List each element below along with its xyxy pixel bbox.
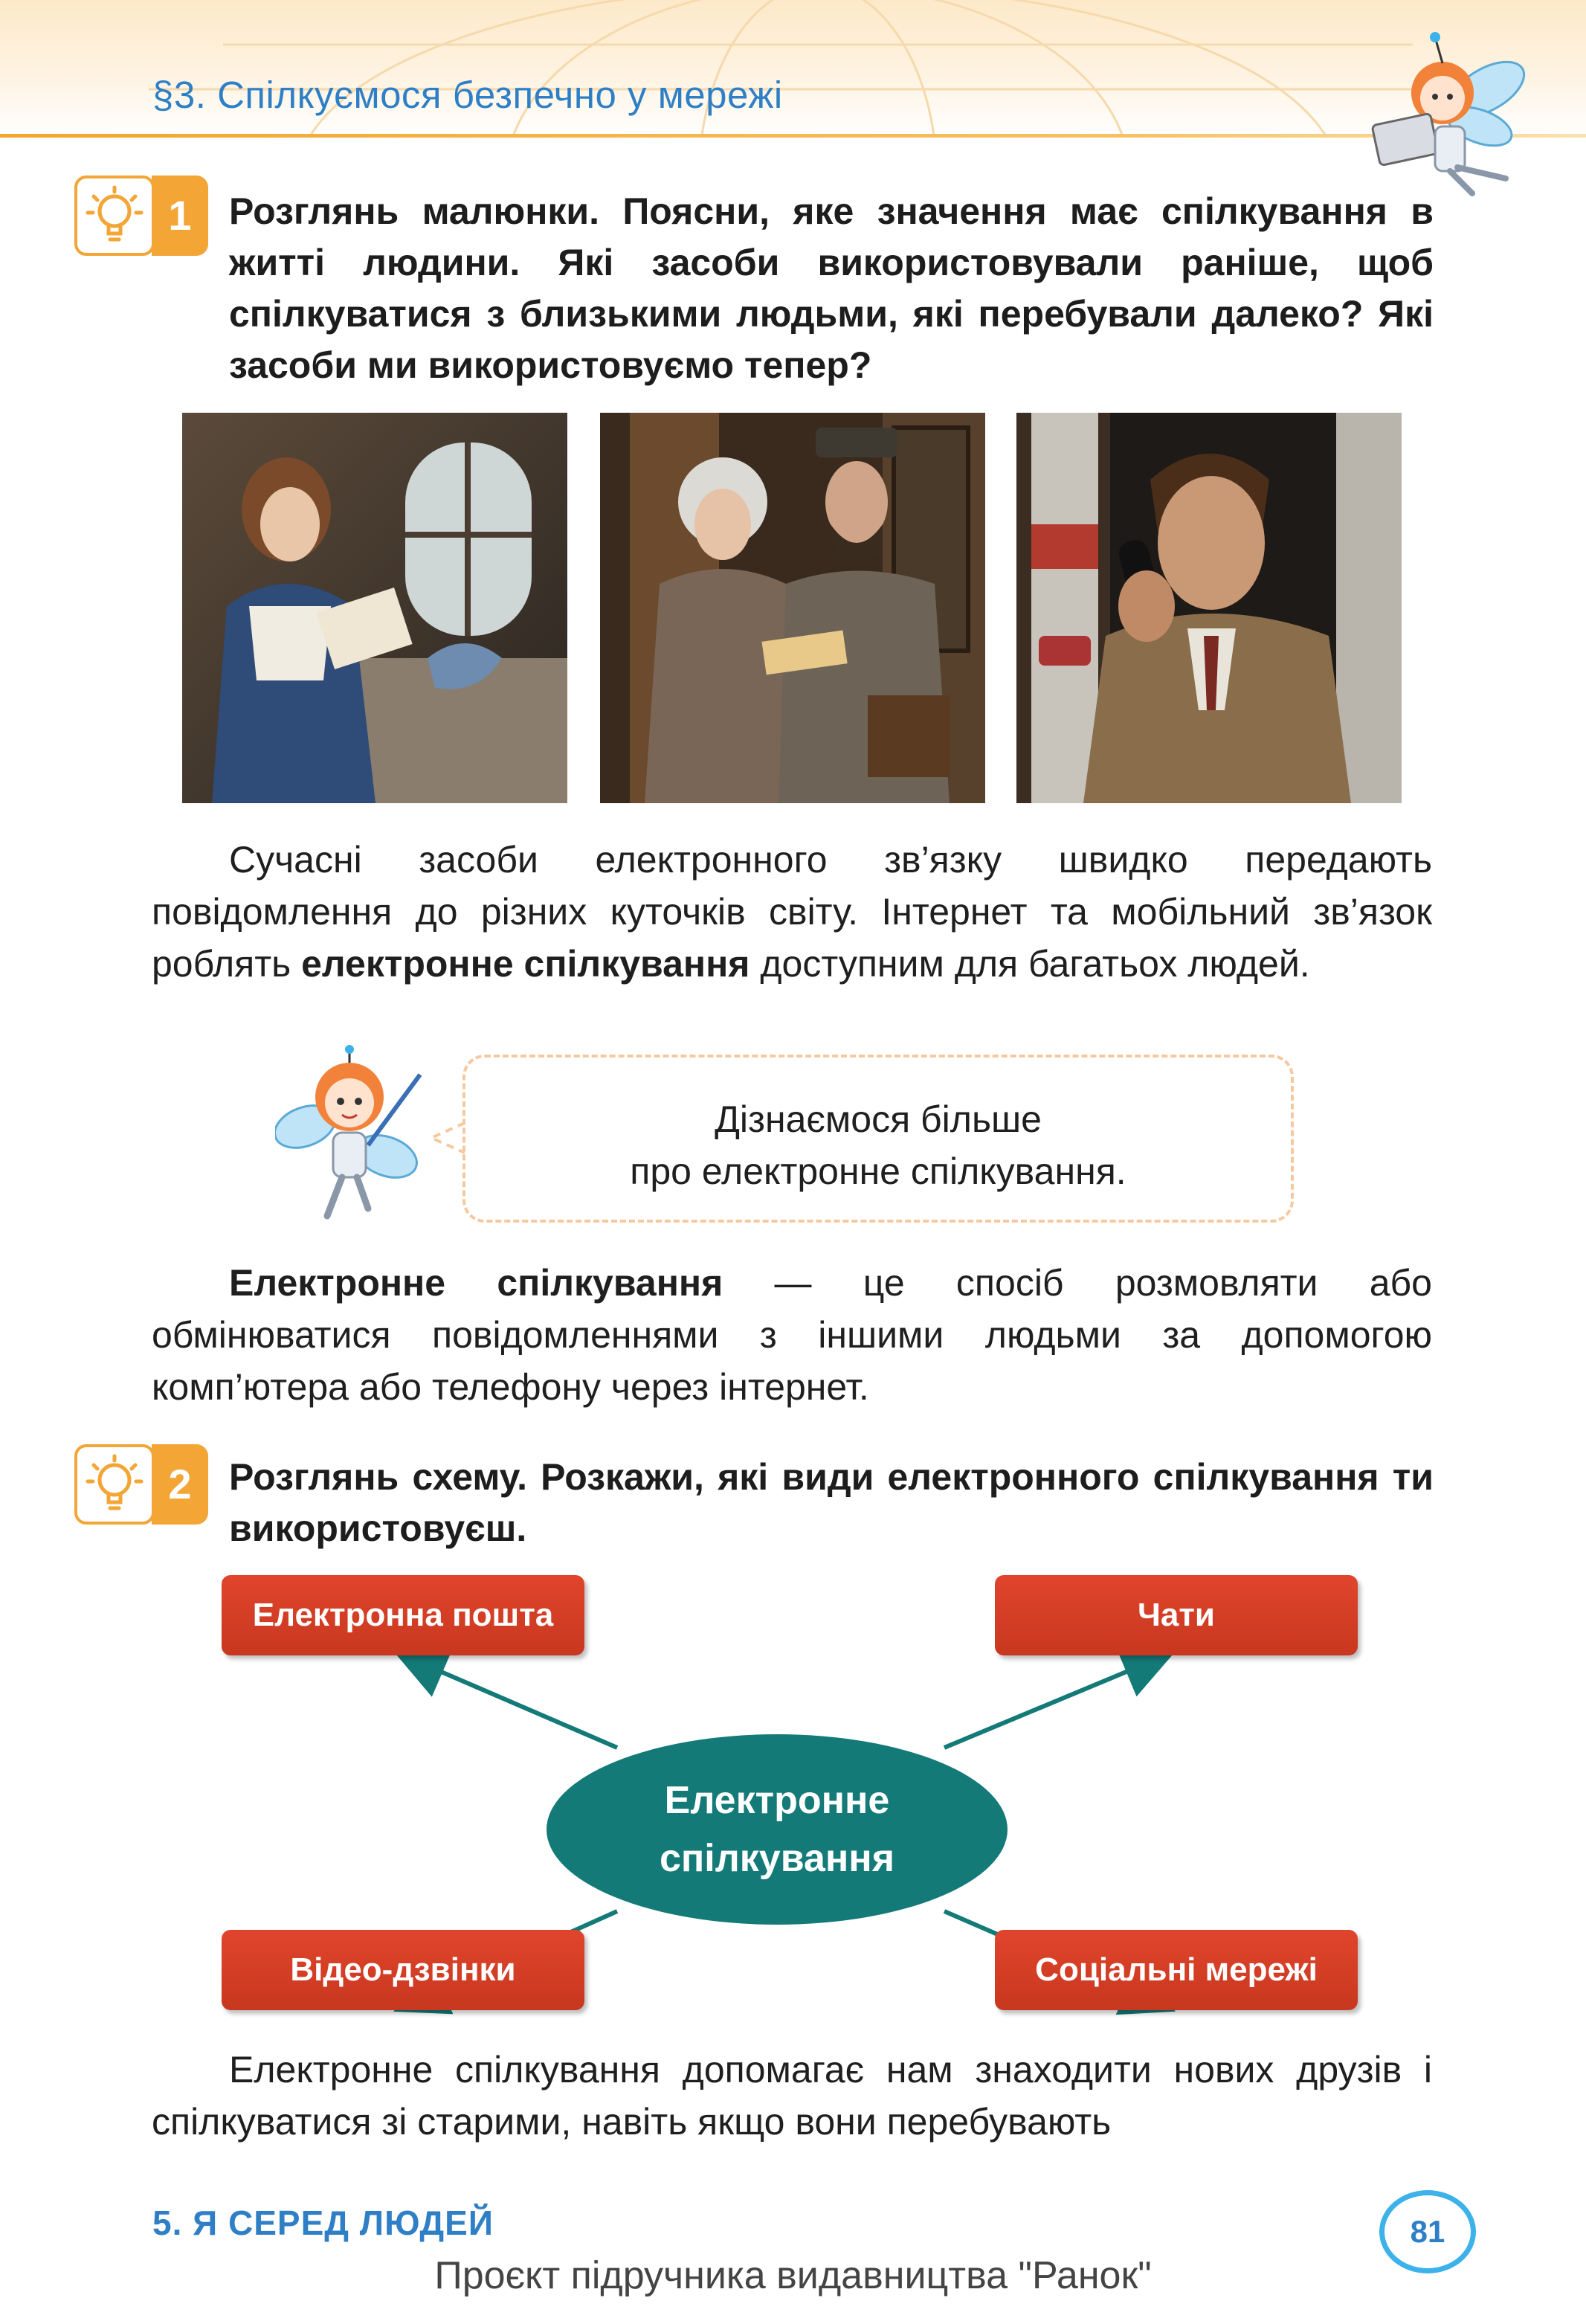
definition-term: Електронне спілкування — [229, 1262, 723, 1304]
definition-text: — це спосіб розмовляти або обмінюватися повідомленнями з іншими людьми за допомогою комп’ютера або телефону через інтернет. — [152, 1262, 1432, 1408]
definition-paragraph — [152, 1257, 1432, 1413]
task-number: 1 — [152, 176, 208, 256]
task-number: 2 — [152, 1444, 208, 1525]
mascot-laptop-illustration — [1361, 30, 1539, 201]
section-title: §3. Спілкуємося безпечно у мережі — [152, 74, 783, 116]
publisher-note: Проєкт підручника видавництва "Ранок" — [434, 2254, 1152, 2297]
lightbulb-icon — [74, 176, 155, 256]
header-rule — [0, 134, 1586, 138]
mascot-pencil-illustration — [275, 1045, 431, 1231]
photo-man-on-phone-in-booth — [1016, 413, 1402, 803]
arrow-to-email — [402, 1655, 617, 1748]
paragraph-benefits-text: Електронне спілкування допомагає нам знаходити нових друзів і спілкуватися зі старими, навіть якщо вони перебувають — [152, 2049, 1432, 2143]
paragraph-modern-communication — [152, 834, 1432, 990]
paragraph-text-part1: Сучасні засоби електронного зв’язку швидко передають повідомлення до різних куточків світу. Інтернет та мобільний зв’язок роблять — [152, 839, 1432, 985]
task-2-text: Розглянь схему. Розкажи, які види електронного спілкування ти використовуєш. — [229, 1456, 1434, 1549]
page-number: 81 — [1379, 2190, 1476, 2273]
lightbulb-icon — [74, 1444, 155, 1525]
node-center — [547, 1734, 1008, 1925]
node-social-networks: Соціальні мережі — [995, 1930, 1358, 2010]
paragraph-text-part2: доступним для багатьох людей. — [750, 943, 1310, 985]
task-2-badge — [74, 1444, 208, 1522]
callout-bubble — [462, 1055, 1294, 1223]
center-line2: спілкування — [659, 1837, 895, 1880]
center-line1: Електронне — [664, 1779, 890, 1822]
node-video-calls: Відео-дзвінки — [222, 1930, 584, 2010]
node-email: Електронна пошта — [222, 1575, 584, 1655]
header-band — [0, 0, 1586, 138]
task-1-badge — [74, 176, 208, 253]
photo-girl-with-letter-and-pigeon — [182, 413, 567, 803]
paragraph-benefits — [152, 2044, 1432, 2148]
callout-line2: про електронне спілкування. — [630, 1150, 1126, 1192]
paragraph-bold-term: електронне спілкування — [301, 943, 750, 985]
task-1-text: Розглянь малюнки. Поясни, яке значення має спілкування в житті людини. Які засоби використовували раніше, щоб спілкуватися з близькими людьми, які перебували далеко? Які засоби ми використовуємо тепер? — [229, 190, 1434, 386]
callout-line1: Дізнаємося більше — [715, 1098, 1042, 1140]
chapter-title: 5. Я СЕРЕД ЛЮДЕЙ — [152, 2204, 494, 2242]
globe-grid-decoration — [0, 0, 1586, 138]
arrow-to-chats — [944, 1655, 1167, 1748]
node-chats: Чати — [995, 1575, 1358, 1655]
photo-postman-delivering-letter — [600, 413, 985, 803]
